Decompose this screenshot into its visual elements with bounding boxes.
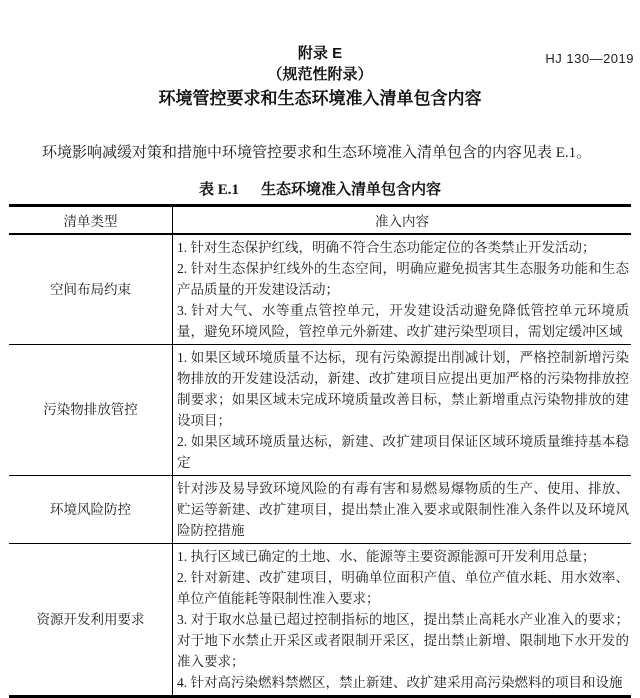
content-cell [173,234,632,345]
category-cell: 环境风险防控 [9,476,173,544]
content-item: 针对涉及易导致环境风险的有毒有害和易燃易爆物质的生产、使用、排放、贮运等新建、改扩建项目，提出禁止准入要求或限制性准入条件以及环境风险防控措施 [177,481,629,538]
content-item: 2. 针对新建、改扩建项目，明确单位面积产值、单位产值水耗、用水效率、单位产值能耗等限制性准入要求； [177,570,629,606]
appendix-heading-block [0,44,640,111]
content-item: 2. 针对生态保护红线外的生态空间，明确应避免损害其生态服务功能和生态产品质量的开发建设活动； [177,261,629,297]
content-item: 4. 针对高污染燃料禁燃区，禁止新建、改扩建采用高污染燃料的项目和设施 [177,675,623,690]
content-cell [173,345,632,476]
category-cell: 资源开发利用要求 [36,611,145,627]
table-header [9,206,631,235]
content-item: 3. 针对大气、水等重点管控单元，开发建设活动避免降低管控单元环境质量，避免环境风险，管控单元外新建、改扩建污染型项目，需划定缓冲区域 [177,303,629,339]
table-caption [0,178,640,199]
appendix-label: 附录 E [297,45,343,62]
admission-table [9,204,631,698]
doc-number: HJ 130—2019 [545,51,634,66]
column-header-list-type: 清单类型 [9,206,173,235]
category-cell: 空间布局约束 [9,234,173,345]
content-item: 3. 对于取水总量已超过控制指标的地区，提出禁止高耗水产业准入的要求；对于地下水禁止开采区或者限制开采区，提出禁止新增、限制地下水开发的准入要求； [177,612,629,669]
appendix-title: 环境管控要求和生态环境准入清单包含内容 [158,89,482,108]
content-item: 2. 如果区域环境质量达标，新建、改扩建项目保证区域环境质量维持基本稳定 [177,434,629,470]
table-caption-title: 生态环境准入清单包含内容 [261,181,442,198]
table-header-row [9,206,631,235]
intro-paragraph: 环境影响减缓对策和措施中环境管控要求和生态环境准入清单包含的内容见表 E.1。 [42,145,592,161]
table-row [9,345,631,476]
table-row [9,544,631,697]
table-caption-number: 表 E.1 [198,182,239,198]
content-cell [173,476,632,544]
table-row [9,234,631,345]
content-item: 1. 如果区域环境质量不达标，现有污染源提出削减计划，严格控制新增污染物排放的开发建设活动，新建、改扩建项目应提出更加严格的污染物排放控制要求；如果区域未完成环境质量改善目标，禁止新增重点污染物排放的建设项目； [177,350,629,428]
column-header-admission-content: 准入内容 [173,206,632,235]
category-cell: 污染物排放管控 [9,345,173,476]
document-page [0,44,640,690]
content-item: 1. 针对生态保护红线，明确不符合生态功能定位的各类禁止开发活动； [177,240,596,255]
table-body [9,234,631,697]
content-item: 1. 执行区域已确定的土地、水、能源等主要资源能源可开发利用总量； [177,549,596,564]
content-cell [173,544,632,697]
appendix-note: （规范性附录） [267,66,373,83]
table-row [9,476,631,544]
